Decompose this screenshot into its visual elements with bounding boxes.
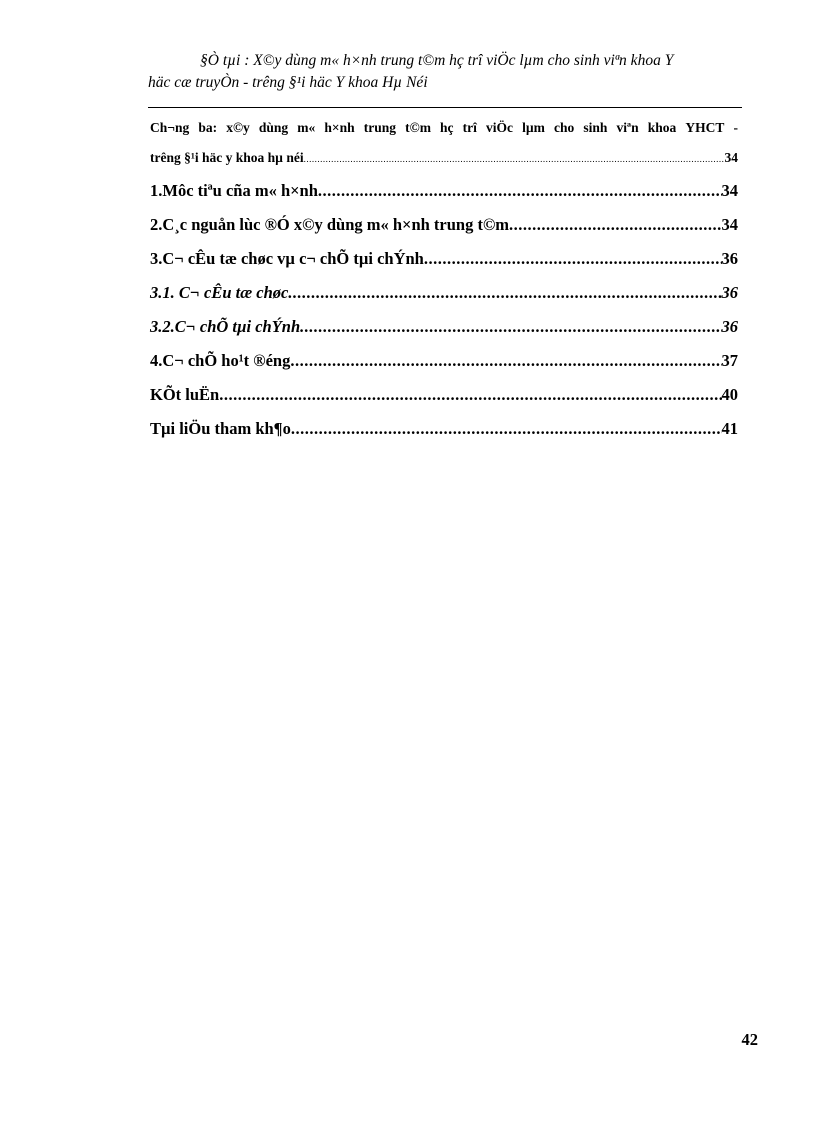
- dot-leader: [290, 344, 721, 378]
- toc-entry-label: 1.Môc tiªu cña m« h×nh: [150, 181, 318, 200]
- toc-entry-references: [150, 412, 738, 446]
- toc-entry-page: 41: [721, 419, 738, 438]
- toc-entry-page: 34: [721, 215, 738, 234]
- dot-leader: [219, 378, 721, 412]
- toc-word: cho: [554, 120, 575, 135]
- toc-entry-page: 36: [721, 317, 738, 336]
- dot-leader: [304, 144, 725, 174]
- toc-word: viªn: [616, 120, 639, 135]
- dot-leader: [291, 412, 722, 446]
- toc-word: -: [733, 120, 738, 135]
- toc-entry-label: trêng §¹i häc y khoa hµ néi: [150, 150, 304, 165]
- running-header-line-1: §Ò tµi : X©y dùng m« h×nh trung t©m hç trî viÖc lµm cho sinh viªn khoa Y: [200, 52, 674, 69]
- toc-entry-page: 34: [724, 150, 738, 165]
- toc-entry-page: 40: [721, 385, 738, 404]
- toc-entry-label: KÕt luËn: [150, 385, 220, 404]
- toc-entry-finance-mechanism: [150, 310, 738, 344]
- toc-word: YHCT: [685, 120, 725, 135]
- toc-entry-label: 3.1. C¬ cÊu tæ chøc: [150, 283, 289, 302]
- dot-leader: [424, 242, 722, 276]
- toc-entry-page: 37: [721, 351, 738, 370]
- toc-entry-conclusion: [150, 378, 738, 412]
- toc-entry-chapter-3-line-1: [150, 113, 738, 143]
- toc-word: m«: [297, 120, 316, 135]
- toc-entry-chapter-3-line-2: [150, 143, 738, 174]
- dot-leader: [509, 208, 721, 242]
- toc-word: Ch¬ng: [150, 120, 190, 135]
- toc-entry-page: 36: [721, 283, 738, 302]
- table-of-contents: [150, 113, 738, 446]
- toc-word: lµm: [522, 120, 545, 135]
- toc-word: khoa: [647, 120, 677, 135]
- header-rule: [148, 107, 742, 108]
- toc-entry-label: 3.C¬ cÊu tæ chøc vµ c¬ chÕ tµi chÝnh: [150, 249, 424, 268]
- toc-entry-label: 4.C¬ chÕ ho¹t ®éng: [150, 351, 291, 370]
- dot-leader: [300, 310, 721, 344]
- toc-entry-organization: [150, 276, 738, 310]
- toc-entry-page: 34: [721, 181, 738, 200]
- toc-word: x©y: [226, 120, 250, 135]
- toc-entry-structure-finance: [150, 242, 738, 276]
- toc-entry-resources: [150, 208, 738, 242]
- toc-word: sinh: [583, 120, 608, 135]
- toc-entry-objectives: [150, 174, 738, 208]
- toc-entry-chapter-3: [150, 113, 738, 174]
- toc-entry-label: 3.2.C¬ chÕ tµi chÝnh: [150, 317, 301, 336]
- toc-entry-label: 2.C¸c nguån lùc ®Ó x©y dùng m« h×nh trung t©m: [150, 215, 510, 234]
- page-number: 42: [741, 1030, 758, 1049]
- toc-word: trung: [363, 120, 396, 135]
- toc-entry-label: Tµi liÖu tham kh¶o: [150, 419, 291, 438]
- toc-word: dùng: [258, 120, 289, 135]
- toc-entry-page: 36: [721, 249, 738, 268]
- running-header-line-2: häc cæ truyÒn - trêng §¹i häc Y khoa Hµ Néi: [148, 74, 428, 91]
- dot-leader: [288, 276, 721, 310]
- toc-word: h×nh: [324, 120, 355, 135]
- running-header: [148, 50, 742, 94]
- toc-word: ba:: [198, 120, 218, 135]
- toc-word: hç: [440, 120, 454, 135]
- toc-word: t©m: [405, 120, 431, 135]
- toc-word: viÖc: [486, 120, 514, 135]
- toc-word: trî: [462, 120, 477, 135]
- dot-leader: [318, 174, 722, 208]
- toc-entry-operation: [150, 344, 738, 378]
